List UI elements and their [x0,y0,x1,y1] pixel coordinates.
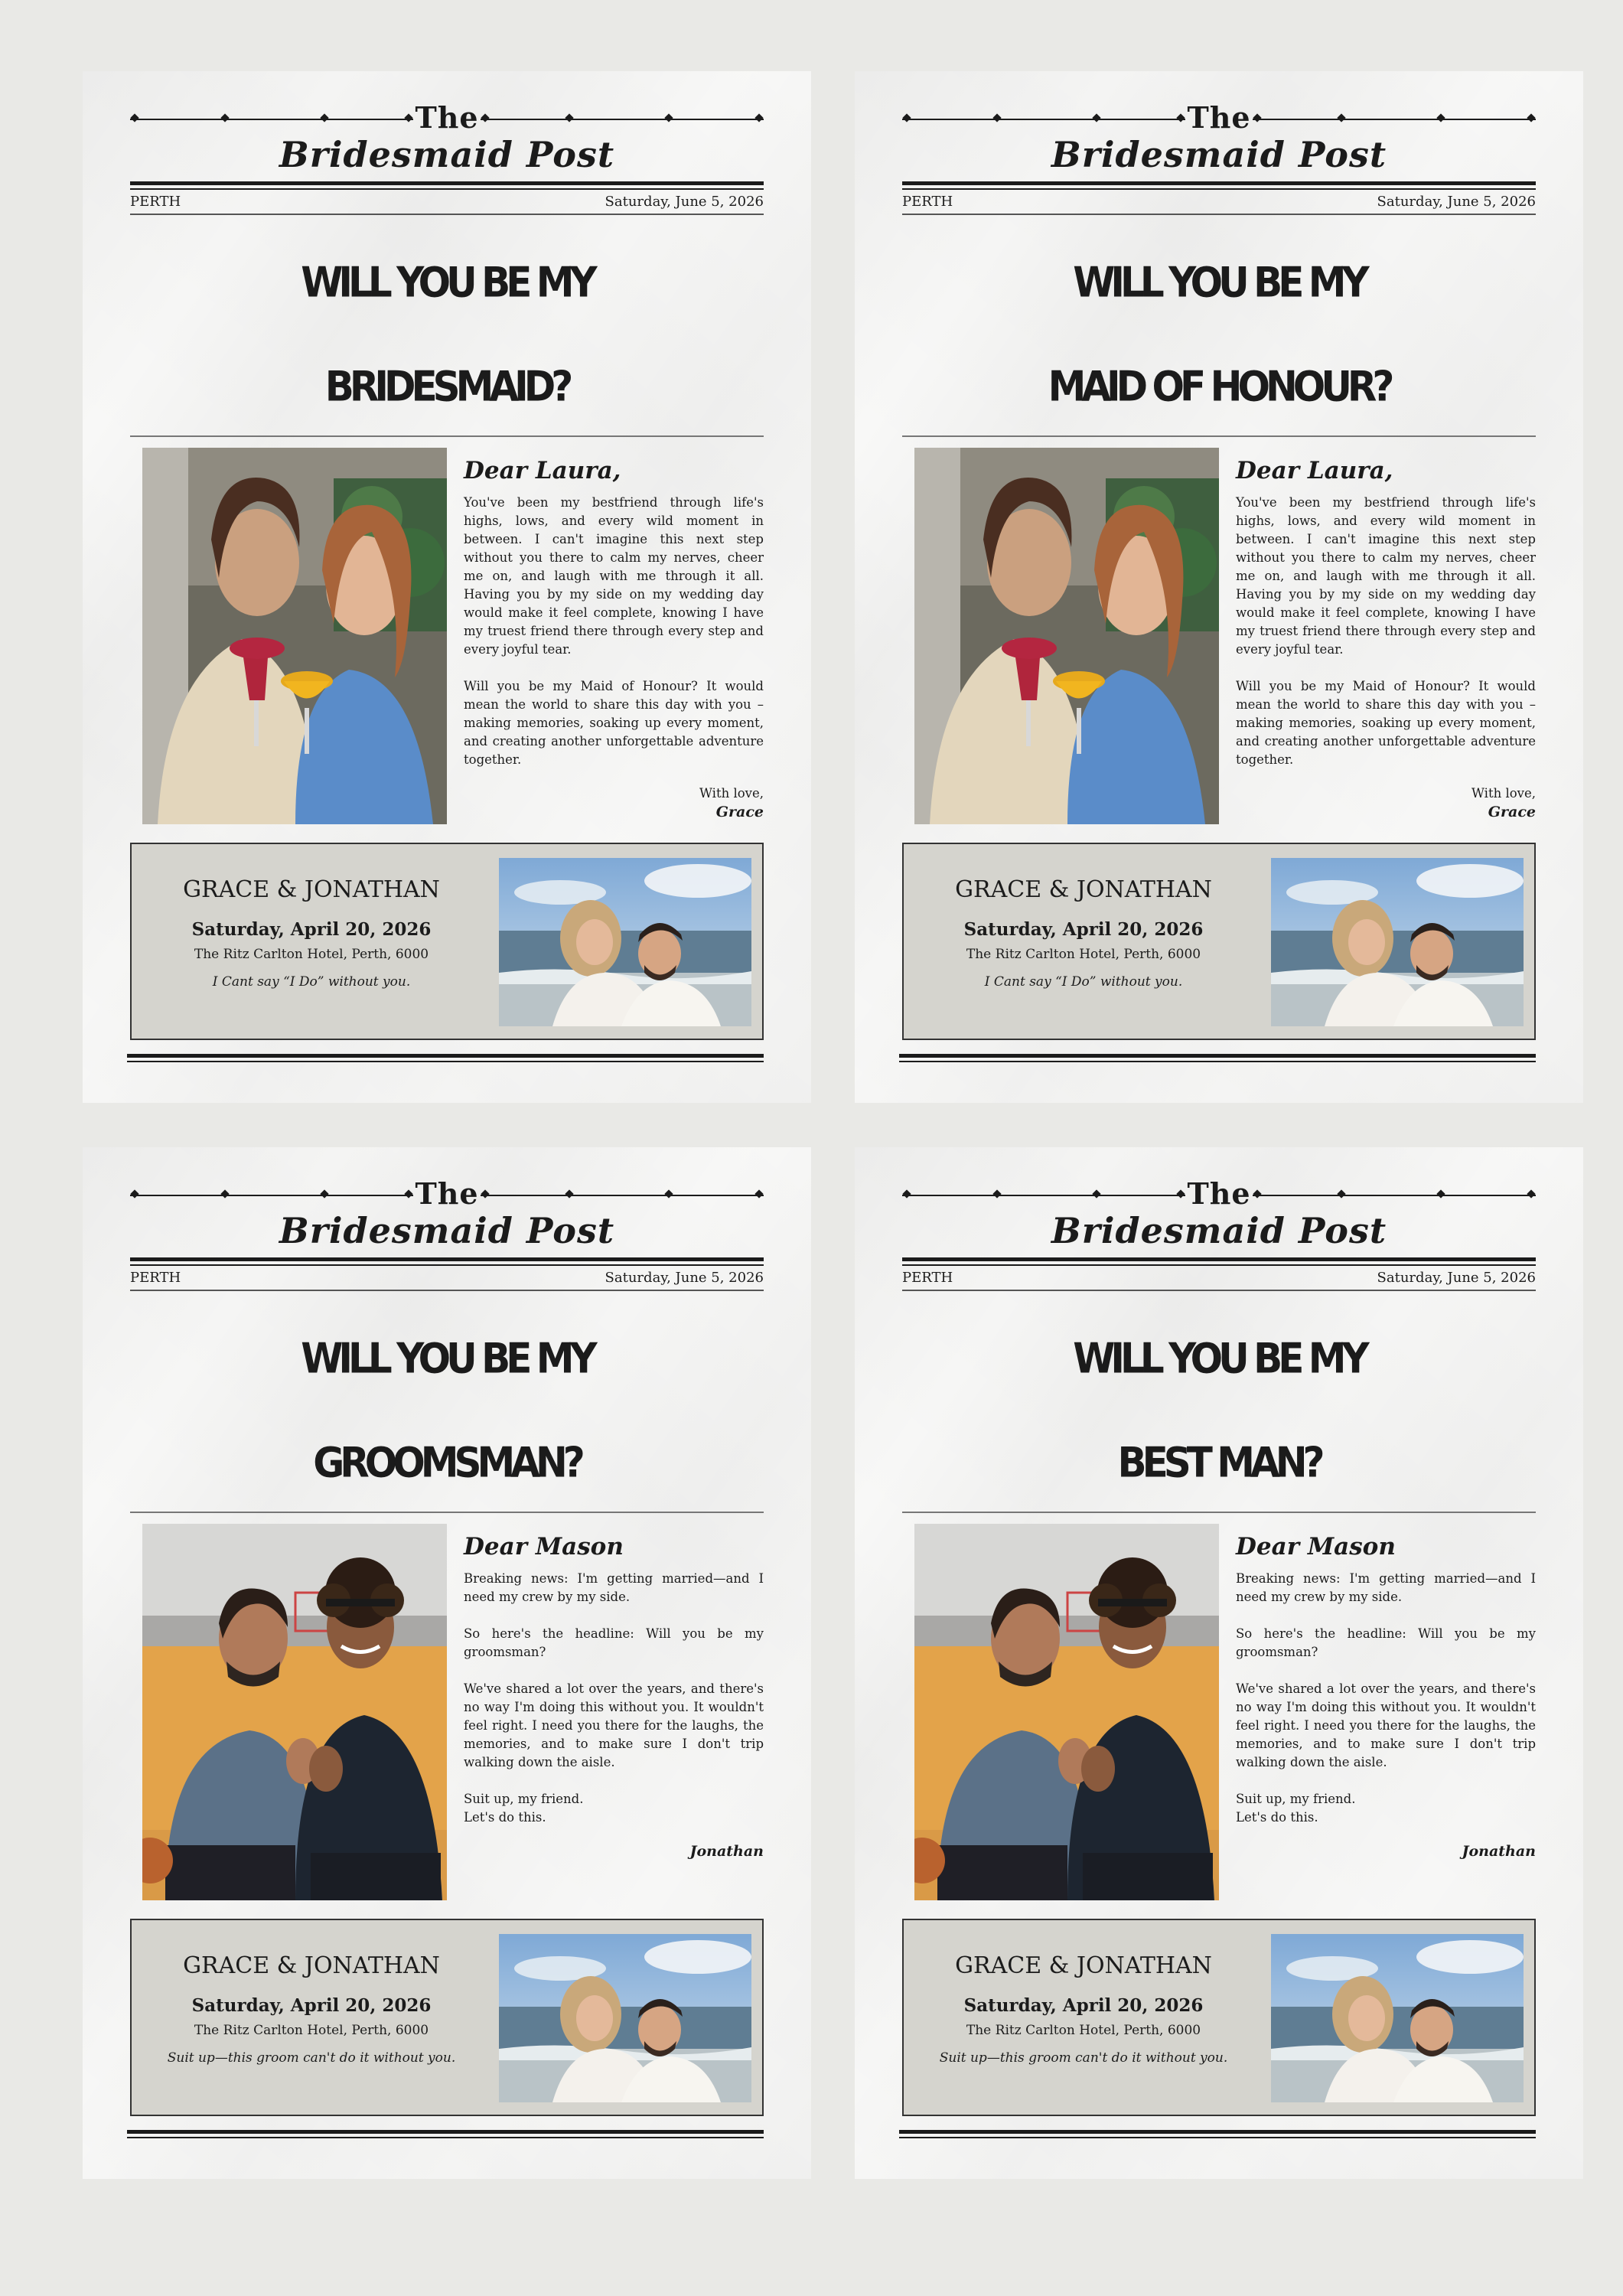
event-quote: I Cant say “I Do” without you. [212,974,411,990]
letter [1236,1530,1536,1861]
letter-paragraph: So here's the headline: Will you be my groomsman? [1236,1626,1536,1659]
event-couple-names: GRACE & JONATHAN [183,1952,440,1979]
dateline-rule [130,1290,764,1291]
dateline [902,1269,1536,1286]
event-date: Saturday, April 20, 2026 [191,1995,432,2016]
headline-line-2: BRIDESMAID? [324,362,569,411]
masthead [902,1173,1536,1254]
letter-body [1236,494,1536,769]
dateline-date: Saturday, June 5, 2026 [605,193,764,210]
masthead-thin-rule [902,188,1536,190]
headline-line-2: BEST MAN? [1117,1438,1321,1487]
letter-signoff [464,784,764,821]
letter-salutation: Dear Laura, [464,457,621,484]
dateline-rule [902,214,1536,215]
letter-paragraph: Suit up, my friend. Let's do this. [1236,1792,1356,1825]
masthead-title: Bridesmaid Post [279,1210,615,1251]
letter-paragraph: We've shared a lot over the years, and there's no way I'm doing this without you. It wouldn't feel right. I need you there for the laughs, the memories, and to make sure I don't trip walking down the aisle. [1236,1681,1536,1769]
letter-signature: Jonathan [689,1843,764,1860]
event-box [130,843,764,1040]
invitation-card-groomsman [83,1147,811,2179]
headline [870,230,1568,439]
footer-thick-rule [899,1054,1536,1058]
letter-paragraph: Will you be my Maid of Honour? It would mean the world to share this day with you – making memories, soaking up every moment, and creating another unforgettable adventure together. [1236,679,1536,767]
letter-paragraph: Breaking news: I'm getting married—and I need my crew by my side. [464,1571,764,1604]
letter-signature: Jonathan [1462,1843,1536,1860]
headline-line-2: MAID OF HONOUR? [1048,362,1390,411]
headline-line-1: WILL YOU BE MY [1073,1334,1365,1383]
headline-rule [130,435,764,437]
event-couple-names: GRACE & JONATHAN [183,876,440,903]
headline-rule [902,1512,1536,1513]
event-box [130,1919,764,2116]
letter-paragraph: Suit up, my friend. Let's do this. [464,1792,584,1825]
masthead-the: The [1187,1176,1251,1211]
two-women-cocktails-photo [142,448,447,824]
masthead-the: The [415,100,479,135]
event-couple-names: GRACE & JONATHAN [955,1952,1212,1979]
letter-salutation: Dear Laura, [1236,457,1393,484]
letter-salutation: Dear Mason [464,1533,624,1561]
masthead-thin-rule [130,188,764,190]
dateline [902,193,1536,210]
event-box [902,1919,1536,2116]
masthead [902,97,1536,178]
letter-body [1236,1570,1536,1827]
letter-body [464,494,764,769]
headline-line-1: WILL YOU BE MY [1073,258,1365,307]
letter-paragraph: We've shared a lot over the years, and there's no way I'm doing this without you. It wouldn't feel right. I need you there for the laughs, the memories, and to make sure I don't trip walking down the aisle. [464,1681,764,1769]
letter-paragraph: Will you be my Maid of Honour? It would mean the world to share this day with you – making memories, soaking up every moment, and creating another unforgettable adventure together. [464,679,764,767]
masthead-title: Bridesmaid Post [1051,134,1387,175]
letter-paragraph: Breaking news: I'm getting married—and I need my crew by my side. [1236,1571,1536,1604]
dateline-date: Saturday, June 5, 2026 [1377,193,1536,210]
letter-signoff-text: With love, [1471,786,1536,801]
masthead [130,97,764,178]
couple-beach-photo [1271,1934,1524,2102]
dateline-city: PERTH [130,193,181,210]
letter-paragraph: You've been my bestfriend through life's highs, lows, and every wild moment in between. I can't imagine this next step without you there to calm my nerves, cheer me on, and laugh with me through it all. Having you by my side on my wedding day would make it feel complete, knowing I have my truest friend there through every step and every joyful tear. [464,495,764,657]
dateline-rule [130,214,764,215]
event-box [902,843,1536,1040]
headline-rule [130,1512,764,1513]
event-couple-names: GRACE & JONATHAN [955,876,1212,903]
letter-salutation: Dear Mason [1236,1533,1396,1561]
headline-rule [902,435,1536,437]
letter [464,454,764,821]
letter [1236,454,1536,821]
couple-beach-photo [1271,858,1524,1026]
masthead-thin-rule [902,1264,1536,1266]
dateline-rule [902,1290,1536,1291]
dateline-city: PERTH [130,1269,181,1286]
event-venue: The Ritz Carlton Hotel, Perth, 6000 [194,947,429,962]
masthead [130,1173,764,1254]
masthead-title: Bridesmaid Post [1051,1210,1387,1251]
letter-paragraph: So here's the headline: Will you be my groomsman? [464,1626,764,1659]
two-men-gym-photo [142,1524,447,1900]
footer-thick-rule [899,2130,1536,2134]
masthead-thick-rule [130,1257,764,1261]
dateline-date: Saturday, June 5, 2026 [605,1269,764,1286]
letter-signature: Grace [1488,804,1536,820]
letter-signoff-text: With love, [699,786,764,801]
invitation-card-best-man [855,1147,1583,2179]
letter-body [464,1570,764,1827]
event-quote: I Cant say “I Do” without you. [984,974,1183,990]
footer-thin-rule [899,1061,1536,1062]
dateline [130,193,764,210]
headline-line-2: GROOMSMAN? [313,1438,581,1487]
event-date: Saturday, April 20, 2026 [191,919,432,940]
dateline-city: PERTH [902,1269,953,1286]
letter-signoff [1236,1842,1536,1861]
event-venue: The Ritz Carlton Hotel, Perth, 6000 [966,2023,1201,2038]
masthead-thick-rule [902,1257,1536,1261]
footer-thin-rule [127,2137,764,2138]
event-venue: The Ritz Carlton Hotel, Perth, 6000 [194,2023,429,2038]
event-venue: The Ritz Carlton Hotel, Perth, 6000 [966,947,1201,962]
footer-thick-rule [127,1054,764,1058]
event-date: Saturday, April 20, 2026 [963,919,1204,940]
footer-thin-rule [127,1061,764,1062]
headline [98,1306,796,1515]
letter-paragraph: You've been my bestfriend through life's highs, lows, and every wild moment in between. I can't imagine this next step without you there to calm my nerves, cheer me on, and laugh with me through it all. Having you by my side on my wedding day would make it feel complete, knowing I have my truest friend there through every step and every joyful tear. [1236,495,1536,657]
masthead-title: Bridesmaid Post [279,134,615,175]
two-men-gym-photo [914,1524,1219,1900]
letter-signature: Grace [715,804,764,820]
masthead-the: The [415,1176,479,1211]
invitation-card-maid-of-honour [855,71,1583,1103]
headline [98,230,796,439]
footer-thin-rule [899,2137,1536,2138]
dateline-date: Saturday, June 5, 2026 [1377,1269,1536,1286]
dateline [130,1269,764,1286]
event-quote: Suit up—this groom can't do it without you. [167,2050,456,2066]
letter-signoff [464,1842,764,1861]
headline-line-1: WILL YOU BE MY [301,258,593,307]
letter-signoff [1236,784,1536,821]
headline [870,1306,1568,1515]
masthead-thin-rule [130,1264,764,1266]
footer-thick-rule [127,2130,764,2134]
event-date: Saturday, April 20, 2026 [963,1995,1204,2016]
couple-beach-photo [499,858,751,1026]
dateline-city: PERTH [902,193,953,210]
masthead-the: The [1187,100,1251,135]
masthead-thick-rule [902,181,1536,185]
couple-beach-photo [499,1934,751,2102]
event-quote: Suit up—this groom can't do it without you. [939,2050,1228,2066]
masthead-thick-rule [130,181,764,185]
headline-line-1: WILL YOU BE MY [301,1334,593,1383]
invitation-card-bridesmaid [83,71,811,1103]
two-women-cocktails-photo [914,448,1219,824]
letter [464,1530,764,1861]
